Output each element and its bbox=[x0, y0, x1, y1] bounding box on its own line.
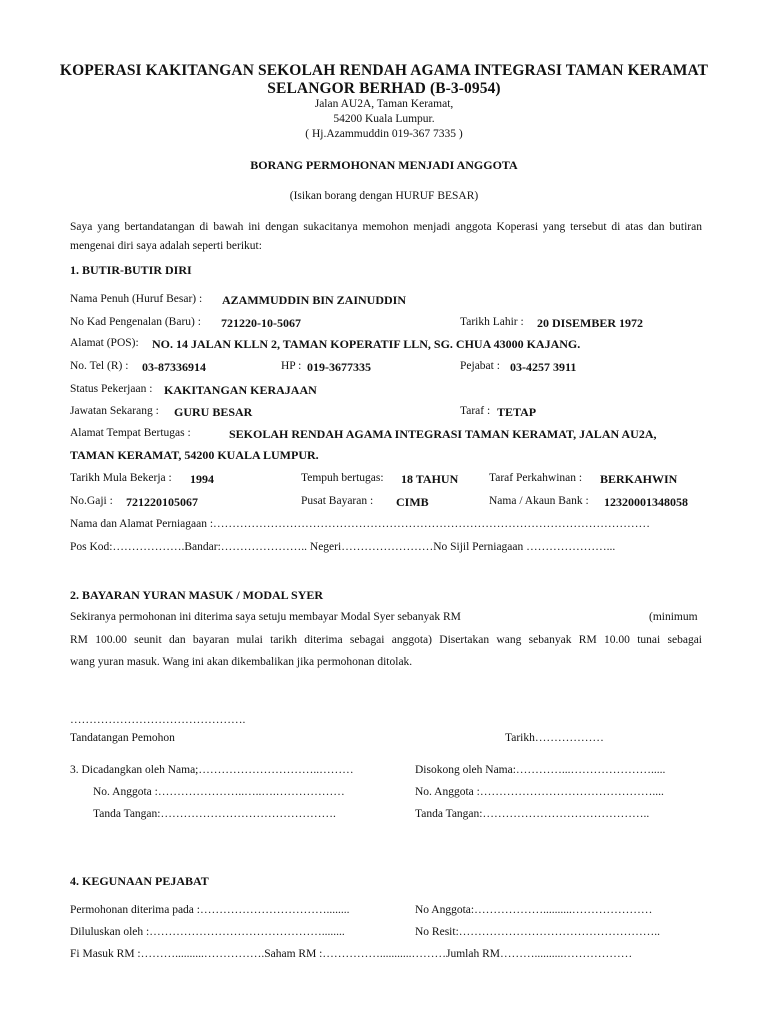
nama-label: Nama Penuh (Huruf Besar) : bbox=[70, 293, 203, 305]
hp-label: HP : bbox=[281, 360, 302, 372]
intro-paragraph: Saya yang bertandatangan di bawah ini dengan sukacitanya memohon menjadi anggota Koperasi yang tersebut di atas dan butiran mengenai diri saya adalah seperti berikut: bbox=[70, 221, 702, 252]
jawatan-label: Jawatan Sekarang : bbox=[70, 405, 159, 417]
alamat-label: Alamat (POS): bbox=[70, 337, 139, 349]
section2-line3: wang yuran masuk. Wang ini akan dikembalikan jika permohonan ditolak. bbox=[70, 656, 413, 668]
signature-label: Tandatangan Pemohon bbox=[70, 732, 175, 744]
nama-value: AZAMMUDDIN BIN ZAINUDDIN bbox=[222, 293, 407, 307]
mula-value: 1994 bbox=[190, 472, 214, 486]
form-instruction: (Isikan borang dengan HURUF BESAR) bbox=[289, 190, 479, 202]
section2-heading: 2. BAYARAN YURAN MASUK / MODAL SYER bbox=[70, 588, 324, 602]
section2-line2 bbox=[70, 634, 702, 646]
section2-line1-left: Sekiranya permohonan ini diterima saya setuju membayar Modal Syer sebanyak RM bbox=[70, 611, 461, 623]
lahir-value: 20 DISEMBER 1972 bbox=[537, 316, 644, 330]
dicadangkan-nama-field[interactable]: 3. Dicadangkan oleh Nama;…………………………..……… bbox=[70, 764, 354, 776]
alamat-value: NO. 14 JALAN KLLN 2, TAMAN KOPERATIF LLN, SG. CHUA 43000 KAJANG. bbox=[152, 337, 581, 351]
dicadangkan-tandatangan-field[interactable]: Tanda Tangan:………………………………………. bbox=[93, 808, 336, 820]
hp-value: 019-3677335 bbox=[307, 360, 371, 374]
bank-value: 12320001348058 bbox=[604, 495, 688, 509]
poskod-field[interactable]: Pos Kod:……………….Bandar:………………….. Negeri……………………No Sijil Perniagaan …………………... bbox=[70, 541, 616, 553]
fi-masuk-field[interactable]: Fi Masuk RM :………..........…………….Saham RM :……………...........………Jumlah RM………..........……………… bbox=[70, 948, 633, 960]
section1-heading: 1. BUTIR-BUTIR DIRI bbox=[70, 263, 192, 277]
section2-line1-right: (minimum bbox=[649, 611, 698, 623]
diluluskan-field[interactable]: Diluluskan oleh :………………………………………........ bbox=[70, 926, 345, 938]
perniagaan-field[interactable]: Nama dan Alamat Perniagaan :…………………………………………………………………………………………………… bbox=[70, 518, 651, 530]
mula-label: Tarikh Mula Bekerja : bbox=[70, 472, 172, 484]
permohonan-diterima-field[interactable]: Permohonan diterima pada :……………………………........ bbox=[70, 904, 350, 916]
tempoh-value: 18 TAHUN bbox=[401, 472, 459, 486]
bank-label: Nama / Akaun Bank : bbox=[489, 495, 589, 507]
dicadangkan-anggota-field[interactable]: No. Anggota :…………………..…..….……………… bbox=[93, 786, 345, 798]
tempat-label: Alamat Tempat Bertugas : bbox=[70, 427, 191, 439]
pusat-label: Pusat Bayaran : bbox=[301, 495, 374, 507]
status-value: KAKITANGAN KERAJAAN bbox=[164, 383, 317, 397]
jawatan-value: GURU BESAR bbox=[174, 405, 253, 419]
disokong-anggota-field[interactable]: No. Anggota :……………………………………….... bbox=[415, 786, 664, 798]
pejabat-value: 03-4257 3911 bbox=[510, 360, 577, 374]
contact-line: ( Hj.Azammuddin 019-367 7335 ) bbox=[305, 128, 463, 140]
tempoh-label: Tempuh bertugas: bbox=[301, 472, 384, 484]
ic-value: 721220-10-5067 bbox=[221, 316, 301, 330]
no-resit-field[interactable]: No Resit:…………………………………………….. bbox=[415, 926, 661, 938]
kahwin-label: Taraf Perkahwinan : bbox=[489, 472, 583, 484]
tel-label: No. Tel (R) : bbox=[70, 360, 129, 372]
cooperative-name-line1: KOPERASI KAKITANGAN SEKOLAH RENDAH AGAMA INTEGRASI TAMAN KERAMAT bbox=[59, 62, 709, 79]
address-line2: 54200 Kuala Lumpur. bbox=[333, 113, 435, 125]
tempat-value-line1: SEKOLAH RENDAH AGAMA INTEGRASI TAMAN KERAMAT, JALAN AU2A, bbox=[229, 427, 657, 441]
cooperative-name-line2: SELANGOR BERHAD (B-3-0954) bbox=[267, 80, 501, 97]
ic-label: No Kad Pengenalan (Baru) : bbox=[70, 316, 201, 328]
taraf-value: TETAP bbox=[497, 405, 537, 419]
tempat-value-line2: TAMAN KERAMAT, 54200 KUALA LUMPUR. bbox=[70, 448, 319, 462]
status-label: Status Pekerjaan : bbox=[70, 383, 153, 395]
taraf-label: Taraf : bbox=[460, 405, 491, 417]
section4-heading: 4. KEGUNAAN PEJABAT bbox=[70, 874, 209, 888]
pusat-value: CIMB bbox=[396, 495, 429, 509]
gaji-label: No.Gaji : bbox=[70, 495, 113, 507]
signature-line[interactable]: ………………………………………. bbox=[70, 714, 246, 726]
tel-value: 03-87336914 bbox=[142, 360, 206, 374]
form-title: BORANG PERMOHONAN MENJADI ANGGOTA bbox=[250, 158, 518, 172]
pejabat-label: Pejabat : bbox=[460, 360, 500, 372]
disokong-nama-field[interactable]: Disokong oleh Nama:…………...…………………..... bbox=[415, 764, 666, 776]
kahwin-value: BERKAHWIN bbox=[600, 472, 678, 486]
address-line1: Jalan AU2A, Taman Keramat, bbox=[314, 98, 454, 110]
section2-line2-text: RM 100.00 seunit dan bayaran mulai tarikh diterima sebagai anggota) Disertakan wang sebanyak RM 10.00 tunai sebagai bbox=[70, 634, 702, 646]
tarikh-field[interactable]: Tarikh……………… bbox=[505, 732, 604, 744]
gaji-value: 721220105067 bbox=[126, 495, 198, 509]
disokong-tandatangan-field[interactable]: Tanda Tangan:…………………………………….. bbox=[415, 808, 650, 820]
lahir-label: Tarikh Lahir : bbox=[460, 316, 524, 328]
no-anggota-field[interactable]: No Anggota:………………..........………………… bbox=[415, 904, 653, 916]
